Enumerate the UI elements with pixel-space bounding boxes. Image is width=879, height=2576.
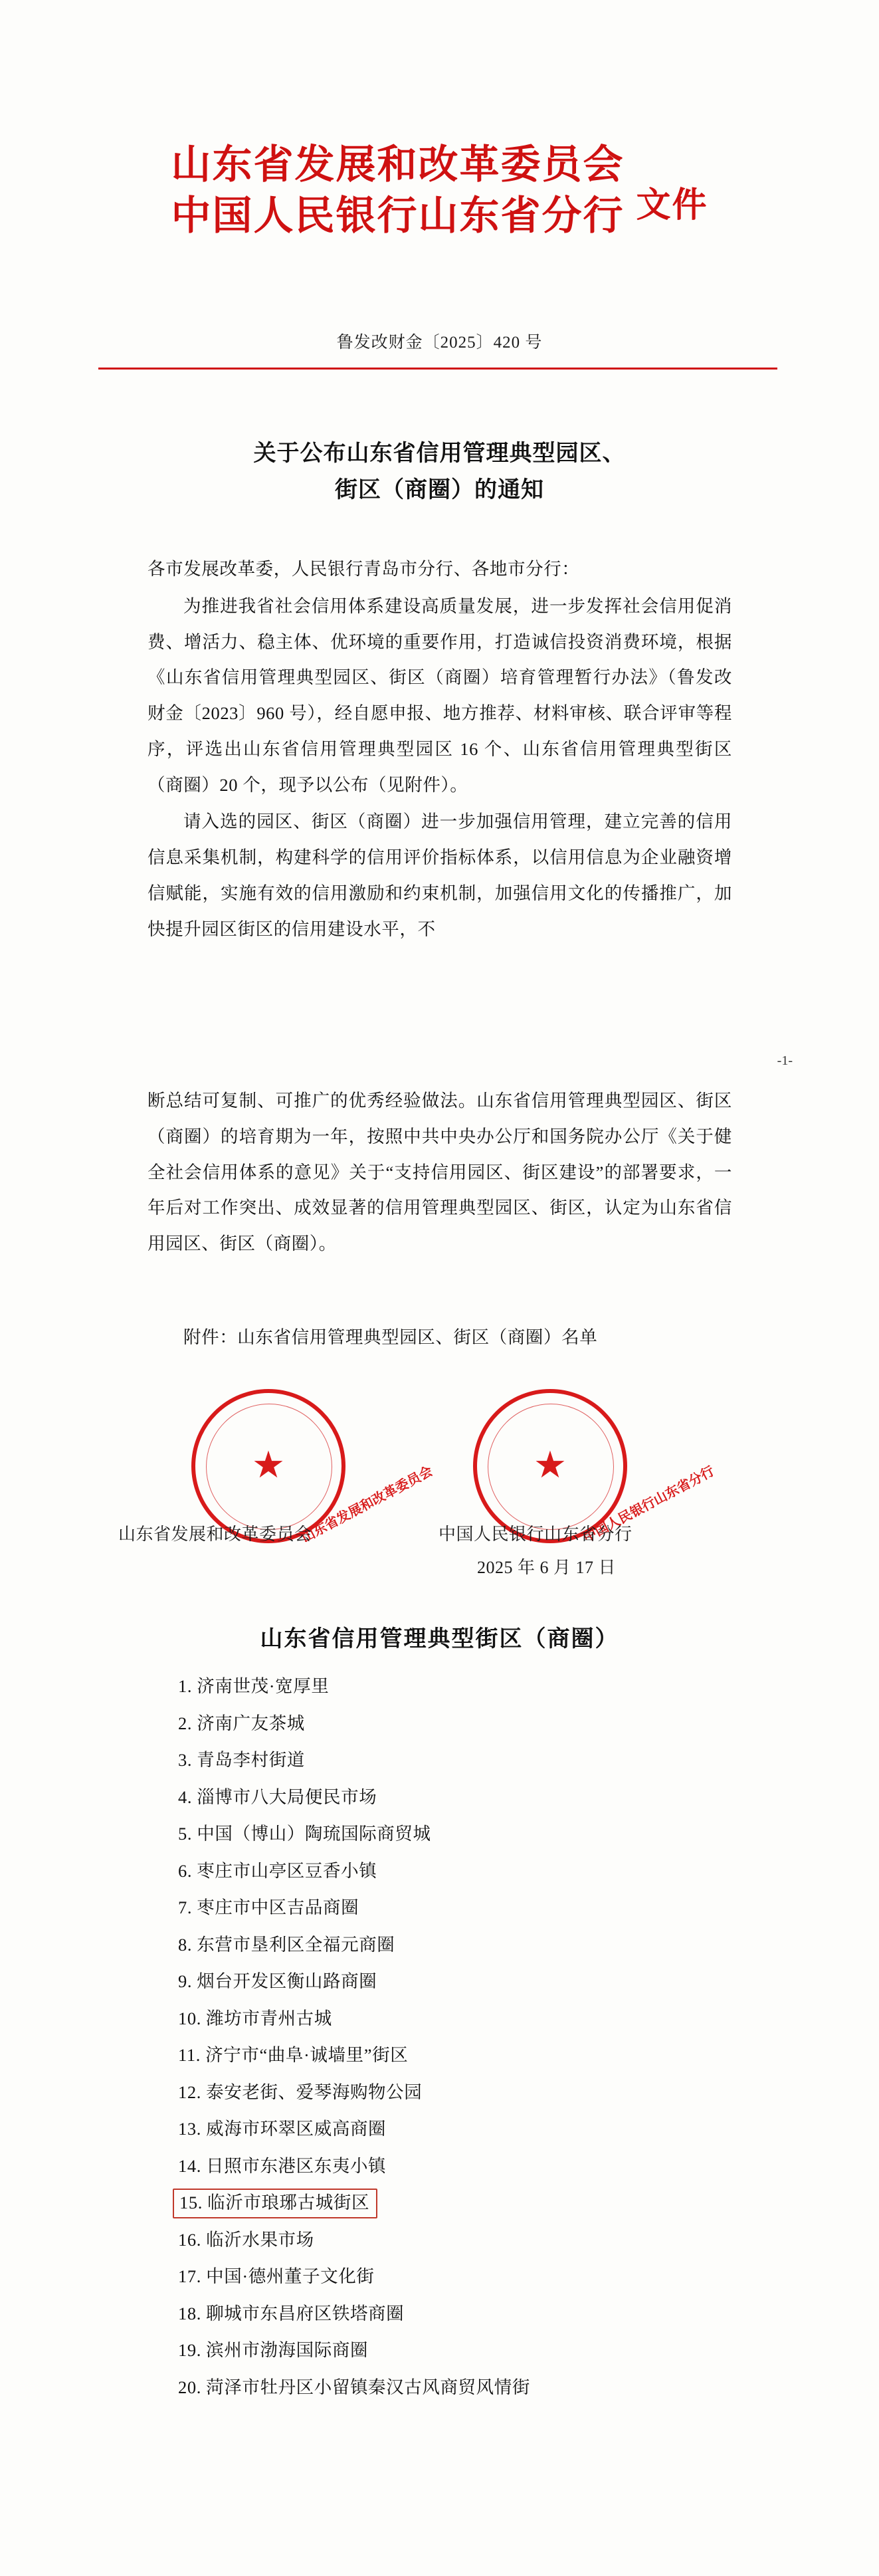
red-divider-rule bbox=[98, 368, 777, 370]
masthead-inner bbox=[171, 140, 708, 242]
list-item: 3. 青岛李村街道 bbox=[178, 1750, 305, 1770]
star-icon: ★ bbox=[533, 1444, 567, 1486]
list-item: 7. 枣庄市中区吉品商圈 bbox=[178, 1897, 359, 1917]
seal-label-1: 山东省发展和改革委员会 bbox=[299, 1463, 435, 1546]
list-item: 14. 日照市东港区东夷小镇 bbox=[178, 2155, 387, 2176]
body-paragraph-2: 请入选的园区、街区（商圈）进一步加强信用管理，建立完善的信用信息采集机制，构建科学的信用评价指标体系，以信用信息为企业融资增信赋能，实施有效的信用激励和约束机制，加强信用文化的传播推广，加快提升园区街区的信用建设水平，不 bbox=[147, 811, 732, 939]
attachment-line: 附件：山东省信用管理典型园区、街区（商圈）名单 bbox=[183, 1327, 598, 1347]
list-item: 16. 临沂水果市场 bbox=[178, 2229, 314, 2250]
document-masthead bbox=[0, 140, 879, 242]
masthead-word-wenjian: 文件 bbox=[636, 187, 708, 225]
list-item-wrapper bbox=[178, 2185, 749, 2222]
attachment-list bbox=[178, 1668, 749, 2406]
list-item: 18. 聊城市东昌府区铁塔商圈 bbox=[178, 2303, 405, 2323]
body-text-block-2 bbox=[147, 1083, 732, 1263]
body-paragraph-3: 断总结可复制、可推广的优秀经验做法。山东省信用管理典型园区、街区（商圈）的培育期为一年，按照中共中央办公厅和国务院办公厅《关于健全社会信用体系的意见》关于“支持信用园区、街区建设”的部署要求，一年后对工作突出、成效显著的信用管理典型园区、街区，认定为山东省信用园区、街区（商圈）。 bbox=[147, 1091, 732, 1254]
list-item: 1. 济南世茂·宽厚里 bbox=[178, 1676, 330, 1696]
seal-label-2: 中国人民银行山东省分行 bbox=[581, 1463, 717, 1546]
page-title-line-2: 街区（商圈）的通知 bbox=[335, 478, 544, 503]
list-item: 17. 中国·德州董子文化街 bbox=[178, 2266, 375, 2286]
signer-name-1: 山东省发展和改革委员会 bbox=[118, 1525, 312, 1544]
masthead-lines bbox=[171, 140, 624, 242]
list-item: 2. 济南广友茶城 bbox=[178, 1713, 305, 1733]
list-item: 10. 潍坊市青州古城 bbox=[178, 2008, 332, 2028]
masthead-line-2: 中国人民银行山东省分行 bbox=[171, 193, 625, 238]
list-item: 12. 泰安老街、爱琴海购物公园 bbox=[178, 2082, 423, 2102]
list-item: 19. 滨州市渤海国际商圈 bbox=[178, 2340, 369, 2360]
document-number: 鲁发改财金〔2025〕420 号 bbox=[336, 334, 543, 352]
page-title bbox=[0, 435, 879, 508]
body-text-block-1 bbox=[147, 552, 732, 949]
body-paragraph-1: 为推进我省社会信用体系建设高质量发展，进一步发挥社会信用促消费、增活力、稳主体、优环境的重要作用，打造诚信投资消费环境，根据《山东省信用管理典型园区、街区（商圈）培育管理暂行办法》（鲁发改财金〔2023〕960 号），经自愿申报、地方推荐、材料审核、联合评审等程序，评选出山东省信用管理典型园区 16 个、山东省信用管理典型街区（商圈）20 个，现予以公布（见附件）。 bbox=[147, 595, 732, 795]
star-icon: ★ bbox=[251, 1444, 286, 1486]
attachment-list-title: 山东省信用管理典型街区（商圈） bbox=[260, 1627, 619, 1652]
list-item: 4. 淄博市八大局便民市场 bbox=[178, 1786, 377, 1807]
list-item: 20. 菏泽市牡丹区小留镇秦汉古风商贸风情街 bbox=[178, 2377, 530, 2397]
page-number: -1- bbox=[777, 1053, 793, 1068]
seal-text-ring-2 bbox=[477, 1393, 717, 1546]
signature-date: 2025 年 6 月 17 日 bbox=[477, 1558, 617, 1577]
list-item: 11. 济宁市“曲阜·诚墙里”街区 bbox=[178, 2045, 409, 2065]
masthead-line-1: 山东省发展和改革委员会 bbox=[171, 143, 625, 187]
list-item: 13. 威海市环翠区威高商圈 bbox=[178, 2119, 387, 2139]
list-item: 6. 枣庄市山亭区豆香小镇 bbox=[178, 1860, 377, 1881]
list-item: 5. 中国（博山）陶琉国际商贸城 bbox=[178, 1824, 431, 1844]
page-title-line-1: 关于公布山东省信用管理典型园区、 bbox=[253, 441, 626, 466]
seal-text-ring-1 bbox=[195, 1393, 435, 1546]
addressee-line: 各市发展改革委，人民银行青岛市分行、各地市分行： bbox=[147, 559, 580, 579]
list-item-highlighted[interactable]: 15. 临沂市琅琊古城街区 bbox=[173, 2189, 377, 2218]
list-item: 9. 烟台开发区衡山路商圈 bbox=[178, 1971, 377, 1991]
list-item: 8. 东营市垦利区全福元商圈 bbox=[178, 1934, 395, 1955]
signer-name-2: 中国人民银行山东省分行 bbox=[439, 1525, 633, 1544]
